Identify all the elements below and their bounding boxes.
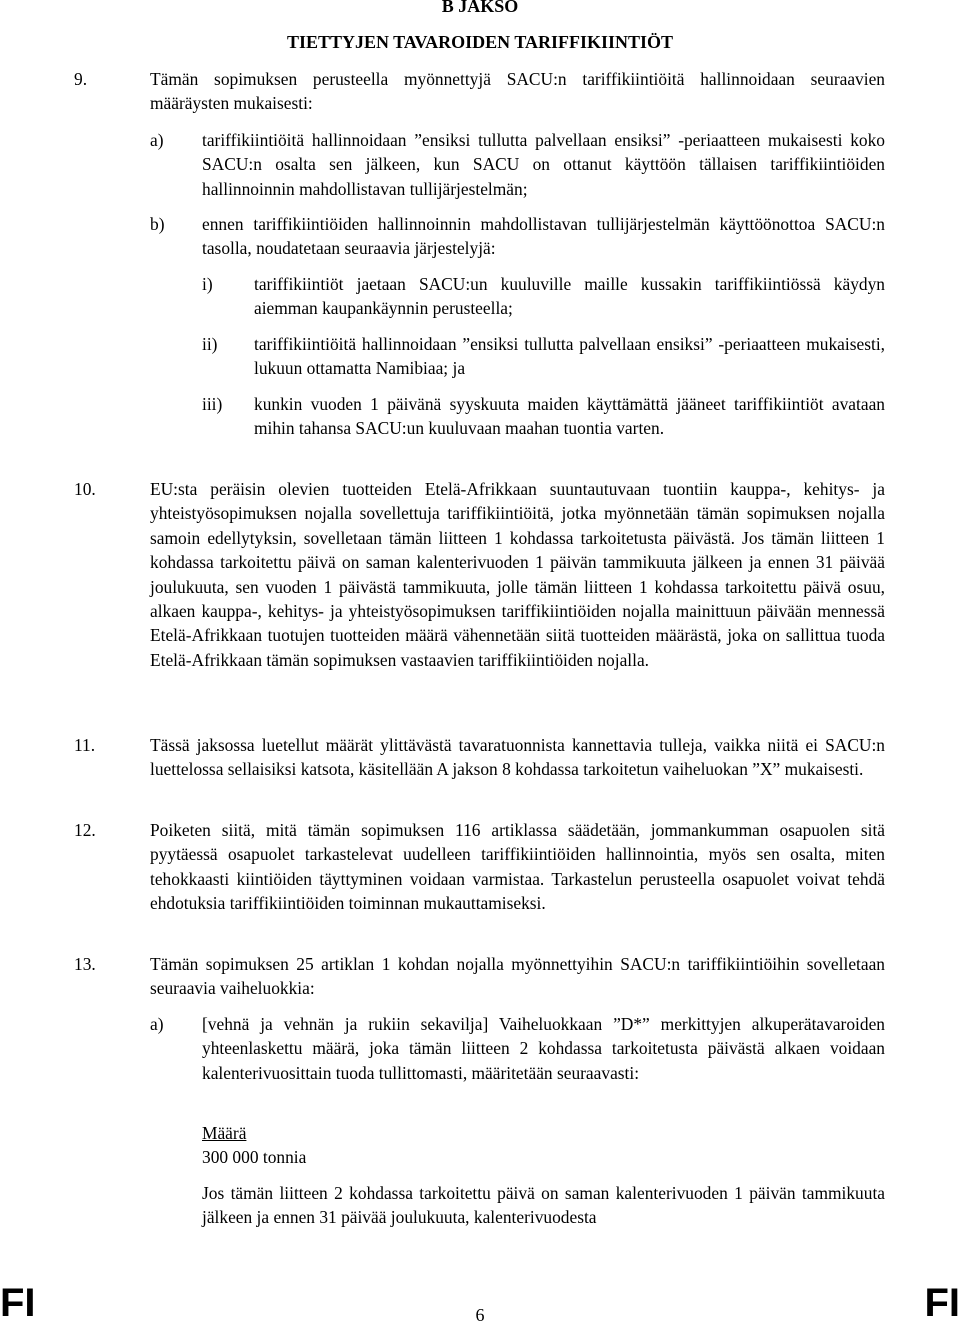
section-heading: B JAKSO [441,0,519,16]
section-title: TIETTYJEN TAVAROIDEN TARIFFIKIINTIÖT [286,32,674,52]
item-text: ennen tariffikiintiöiden hallinnoinnin mahdollistavan tullijärjestelmän käyttöönottoa SACU:n tasolla, noudatetaan seuraavia järjestelyjä: [202,214,885,259]
footer-language-left: FI [0,1281,36,1325]
paragraph-text: Tämän sopimuksen perusteella myönnettyjä SACU:n tariffikiintiöitä hallinnoidaan seuraavien määräysten mukaisesti: [150,69,885,114]
quantity-value: 300 000 tonnia [202,1147,307,1167]
followup-text [202,1181,885,1230]
item-text: Jos tämän liitteen 2 kohdassa tarkoitettu päivä on saman kalenterivuoden 1 päivän tammikuuta jälkeen ja ennen 31 päivää joulukuuta, kalenterivuodesta [202,1183,885,1228]
item-label: iii) [202,394,223,414]
item-label: ii) [202,334,218,354]
paragraph-number: 10. [74,479,96,499]
paragraph-number: 11. [74,735,96,755]
paragraph-number: 12. [74,820,96,840]
item-text: kunkin vuoden 1 päivänä syyskuuta maiden käyttämättä jääneet tariffikiintiöt avataan mihin tahansa SACU:un kuuluvaan maahan tuontia varten. [254,394,885,439]
item-text: [vehnä ja vehnän ja rukiin sekavilja] Vaiheluokkaan ”D*” merkittyjen alkuperätavaroiden yhteenlaskettu määrä, joka tämän liitteen 2 kohdassa tarkoitetusta päivästä alkaen voidaan kalenterivuosittain tuoda tullittomasti, määritetään seuraavasti: [202,1014,885,1083]
item-label: a) [150,1014,164,1034]
item-text: tariffikiintiöitä hallinnoidaan ”ensiksi tullutta palvellaan ensiksi” -periaatteen mukaisesti koko SACU:n osalta sen jälkeen, kun SACU on ottanut käyttöön tällaisen tariffikiintiöiden hallinnoinnin mahdollistavan tullijärjestelmän; [202,130,885,199]
paragraph-text: Poiketen siitä, mitä tämän sopimuksen 116 artiklassa säädetään, jommankumman osapuolen sitä pyytäessä osapuolet tarkastelevat uudelleen tariffikiintiöiden hallinnointia, myös sen osalta, miten tehokkaasti kiintiöiden täyttyminen voidaan varmistaa. Tarkastelun perusteella osapuolet voivat tehdä ehdotuksia tariffikiintiöiden toiminnan mukauttamiseksi. [150,820,885,914]
item-label: i) [202,274,213,294]
item-label: a) [150,130,164,150]
item-text: tariffikiintiöitä hallinnoidaan ”ensiksi tullutta palvellaan ensiksi” -periaatteen mukaisesti, lukuun ottamatta Namibiaa; ja [254,334,885,379]
footer-language-right: FI [924,1281,960,1325]
item-text: tariffikiintiöt jaetaan SACU:un kuuluville maille kussakin tariffikiintiössä käydyn aiemman kaupankäynnin perusteella; [254,274,885,319]
paragraph-number: 9. [74,69,88,89]
item-label: b) [150,214,165,234]
paragraph-text: EU:sta peräisin olevien tuotteiden Etelä-Afrikkaan suuntautuvaan tuontiin kauppa-, kehitys- ja yhteistyösopimuksen nojalla sovellettuja tariffikiintiöitä, jotka myönnetään tämän sopimuksen nojalla samoin edellytyksin, sovelletaan tämän liitteen 1 kohdassa tarkoitetusta päivästä. Jos tämän liitteen 1 kohdassa tarkoitettu päivä on saman kalenterivuoden 1 päivän tammikuuta jälkeen ja ennen 31 päivää joulukuuta, sen vuoden 1 päivästä tammikuuta, jolle tämän liitteen 1 kohdassa tarkoitettu päivä osuu, alkaen kauppa-, kehitys- ja yhteistyösopimuksen tariffikiintiöiden nojalla mainittuun päivään mennessä Etelä-Afrikkaan tuotujen tuotteiden määrä vähennetään siitä tuotteiden määrästä, joka on sallittua tuoda Etelä-Afrikkaan tämän sopimuksen vastaavien tariffikiintiöiden nojalla. [150,479,885,670]
paragraph-text: Tämän sopimuksen 25 artiklan 1 kohdan nojalla myönnettyihin SACU:n tariffikiintiöihin sovelletaan seuraavia vaiheluokkia: [150,954,885,999]
paragraph-text: Tässä jaksossa luetellut määrät ylittävästä tavaratuonnista kannettavia tulleja, vaikka niitä ei SACU:n luettelossa sellaisiksi katsota, käsitellään A jakson 8 kohdassa tarkoitetun vaiheluokan ”X” mukaisesti. [150,735,885,780]
quantity-label: Määrä [202,1123,247,1143]
paragraph-number: 13. [74,954,96,974]
page-number: 6 [475,1305,485,1325]
